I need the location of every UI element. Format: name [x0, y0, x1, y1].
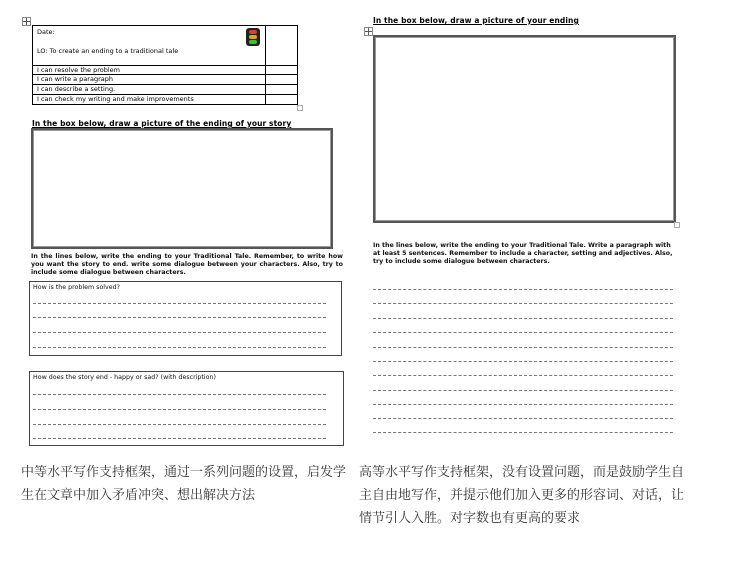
traffic-light-icon: [246, 28, 260, 46]
writing-line[interactable]: [33, 409, 326, 410]
criterion-item: I can check my writing and make improvements: [37, 95, 194, 103]
writing-line[interactable]: [373, 347, 673, 348]
writing-line[interactable]: [33, 317, 326, 318]
criterion-item: I can describe a setting.: [37, 85, 116, 93]
question-box: [29, 371, 344, 446]
caption-right: 高等水平写作支持框架，没有设置问题，而是鼓励学生自主自由地写作，并提示他们加入更多的形容词、对话，让情节引人入胜。对字数也有更高的要求: [359, 465, 685, 526]
writing-line[interactable]: [33, 438, 326, 439]
learning-objective: LO: To create an ending to a traditional tale: [37, 47, 179, 55]
writing-line[interactable]: [33, 332, 326, 333]
writing-line[interactable]: [373, 332, 673, 333]
drawing-box[interactable]: [373, 35, 676, 223]
date-label: Date:: [37, 28, 55, 36]
picture-heading: In the box below, draw a picture of the ending of your story: [32, 119, 292, 128]
question-box: [29, 281, 342, 356]
writing-line[interactable]: [373, 418, 673, 419]
criterion-item: I can resolve the problem: [37, 66, 120, 74]
writing-line[interactable]: [373, 361, 673, 362]
table-move-handle[interactable]: [364, 27, 373, 36]
writing-line[interactable]: [33, 394, 326, 395]
writing-line[interactable]: [33, 303, 326, 304]
writing-line[interactable]: [373, 303, 673, 304]
writing-line[interactable]: [373, 318, 673, 319]
question-prompt: How does the story end - happy or sad? (with description): [33, 374, 216, 381]
writing-line[interactable]: [33, 347, 326, 348]
writing-instructions: In the lines below, write the ending to your Traditional Tale. Write a paragraph with at least 5 sentences. Remember to include a character, setting and adjectives. Also, try to include some dialogue between characters.: [373, 242, 673, 265]
table-move-handle[interactable]: [22, 17, 31, 26]
writing-instructions: In the lines below, write the ending to your Traditional Tale. Remember, to write how you want the story to end. write some dialogue between your characters. Also, try to include some dialogue between characters.: [31, 253, 343, 276]
question-prompt: How is the problem solved?: [33, 284, 120, 291]
table-resize-handle[interactable]: [674, 222, 680, 228]
caption-left: 中等水平写作支持框架，通过一系列问题的设置，启发学生在文章中加入矛盾冲突、想出解决方法: [21, 465, 347, 503]
writing-line[interactable]: [373, 390, 673, 391]
writing-line[interactable]: [373, 375, 673, 376]
criterion-item: I can write a paragraph: [37, 75, 113, 83]
table-resize-handle[interactable]: [297, 105, 303, 111]
drawing-box[interactable]: [31, 128, 333, 249]
writing-line[interactable]: [373, 404, 673, 405]
writing-line[interactable]: [373, 432, 673, 433]
writing-line[interactable]: [33, 424, 326, 425]
writing-line[interactable]: [373, 289, 673, 290]
picture-heading: In the box below, draw a picture of your ending: [373, 16, 579, 25]
learning-objective-table: [32, 25, 298, 105]
